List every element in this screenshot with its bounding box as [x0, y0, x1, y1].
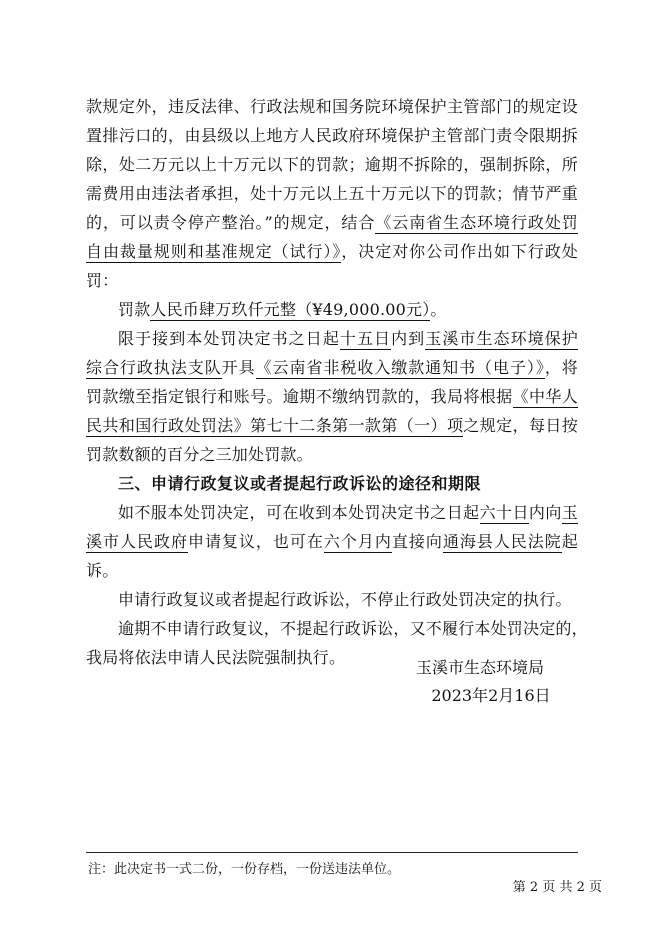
text-segment: ，将 [544, 358, 579, 377]
penalty-line [86, 295, 578, 324]
text-segment: 申请复议，也可在 [187, 532, 324, 551]
text-segment: 直接向 [391, 532, 443, 551]
footnote-divider [86, 852, 578, 853]
text-segment: 如不服本处罚决定，可在收到本处罚决定书之日起 [118, 503, 480, 522]
text-line [86, 237, 578, 266]
payment-office: 玉溪市生态环境保护 [425, 329, 578, 348]
text-line [86, 614, 588, 643]
text-line [86, 527, 578, 556]
text-line [86, 121, 578, 150]
text-segment: 款规定外，违反法律、行政法规和国务院环境保护主管部门的规定设 [86, 97, 578, 116]
text-segment: 内到 [391, 329, 426, 348]
signature-block [416, 654, 566, 710]
law-citation: 《中华人 [512, 387, 578, 406]
text-line [86, 324, 578, 353]
text-segment: ，决定对你公司作出如下行政处 [341, 242, 578, 261]
text-segment: 置排污口的，由县级以上地方人民政府环境保护主管部门责令限期拆 [86, 126, 578, 145]
section-heading [86, 469, 578, 498]
penalty-amount: 人民币肆万玖仟元整（¥49,000.00元） [150, 300, 431, 319]
text-segment: 除，处二万元以上十万元以下的罚款；逾期不拆除的，强制拆除，所 [86, 155, 578, 174]
text-segment: 诉。 [86, 561, 119, 580]
review-authority: 玉 [561, 503, 578, 522]
text-line [86, 179, 578, 208]
text-line [86, 150, 578, 179]
text-line [86, 92, 578, 121]
text-segment: 。 [430, 300, 447, 319]
text-line [86, 382, 578, 411]
text-segment: 的，可以责令停产整治。”的规定，结合 [86, 213, 376, 232]
footnote: 注：此决定书一式二份，一份存档，一份送违法单位。 [88, 862, 401, 877]
text-segment: 罚： [86, 271, 119, 290]
text-segment: 我局将依法申请人民法院强制执行。 [86, 648, 346, 667]
payment-office: 综合行政执法支队 [86, 358, 222, 377]
text-segment: 内向 [528, 503, 562, 522]
text-line [86, 208, 578, 237]
text-segment: 需费用由违法者承担，处十万元以上五十万元以下的罚款；情节严重 [86, 184, 578, 203]
issue-date: 2023年2月16日 [431, 686, 551, 705]
regulation-citation: 自由裁量规则和基准规定（试行）》 [86, 242, 342, 261]
payment-notice-title: 《云南省非税收入缴款通知书（电子）》 [255, 358, 545, 377]
text-segment: 罚款缴至指定银行和账号。逾期不缴纳罚款的，我局将根据 [86, 387, 513, 406]
text-line [86, 353, 578, 382]
text-segment: 罚款 [118, 300, 151, 319]
court-name: 通海县人民法院 [442, 532, 562, 551]
page-number: 第 2 页 共 2 页 [512, 880, 602, 895]
law-citation: 民共和国行政处罚法》第七十二条第一款第（一）项 [86, 416, 464, 435]
text-segment: 起 [561, 532, 578, 551]
regulation-citation: 《云南省生态环境行政处罚 [375, 213, 579, 232]
review-authority: 溪市人民政府 [86, 532, 188, 551]
issuing-organization: 玉溪市生态环境局 [416, 658, 545, 677]
heading-text: 三、申请行政复议或者提起行政诉讼的途径和期限 [118, 474, 482, 493]
decision-body [86, 92, 588, 672]
text-segment: 逾期不申请行政复议，不提起行政诉讼，又不履行本处罚决定的， [118, 619, 588, 638]
text-segment: 罚款数额的百分之三加处罚款。 [86, 445, 313, 464]
text-line [86, 556, 578, 585]
text-line [86, 498, 578, 527]
text-line [86, 440, 578, 469]
text-line [86, 585, 578, 614]
payment-deadline: 十五日 [339, 329, 392, 348]
text-segment: 申请行政复议或者提起行政诉讼，不停止行政处罚决定的执行。 [118, 590, 572, 609]
text-segment: 之规定，每日按 [463, 416, 578, 435]
lawsuit-deadline: 六个月内 [323, 532, 392, 551]
text-segment: 限于接到本处罚决定书之日起 [118, 329, 340, 348]
text-line [86, 411, 578, 440]
text-segment: 开具 [221, 358, 256, 377]
review-deadline: 六十日 [479, 503, 529, 522]
text-line [86, 266, 578, 295]
